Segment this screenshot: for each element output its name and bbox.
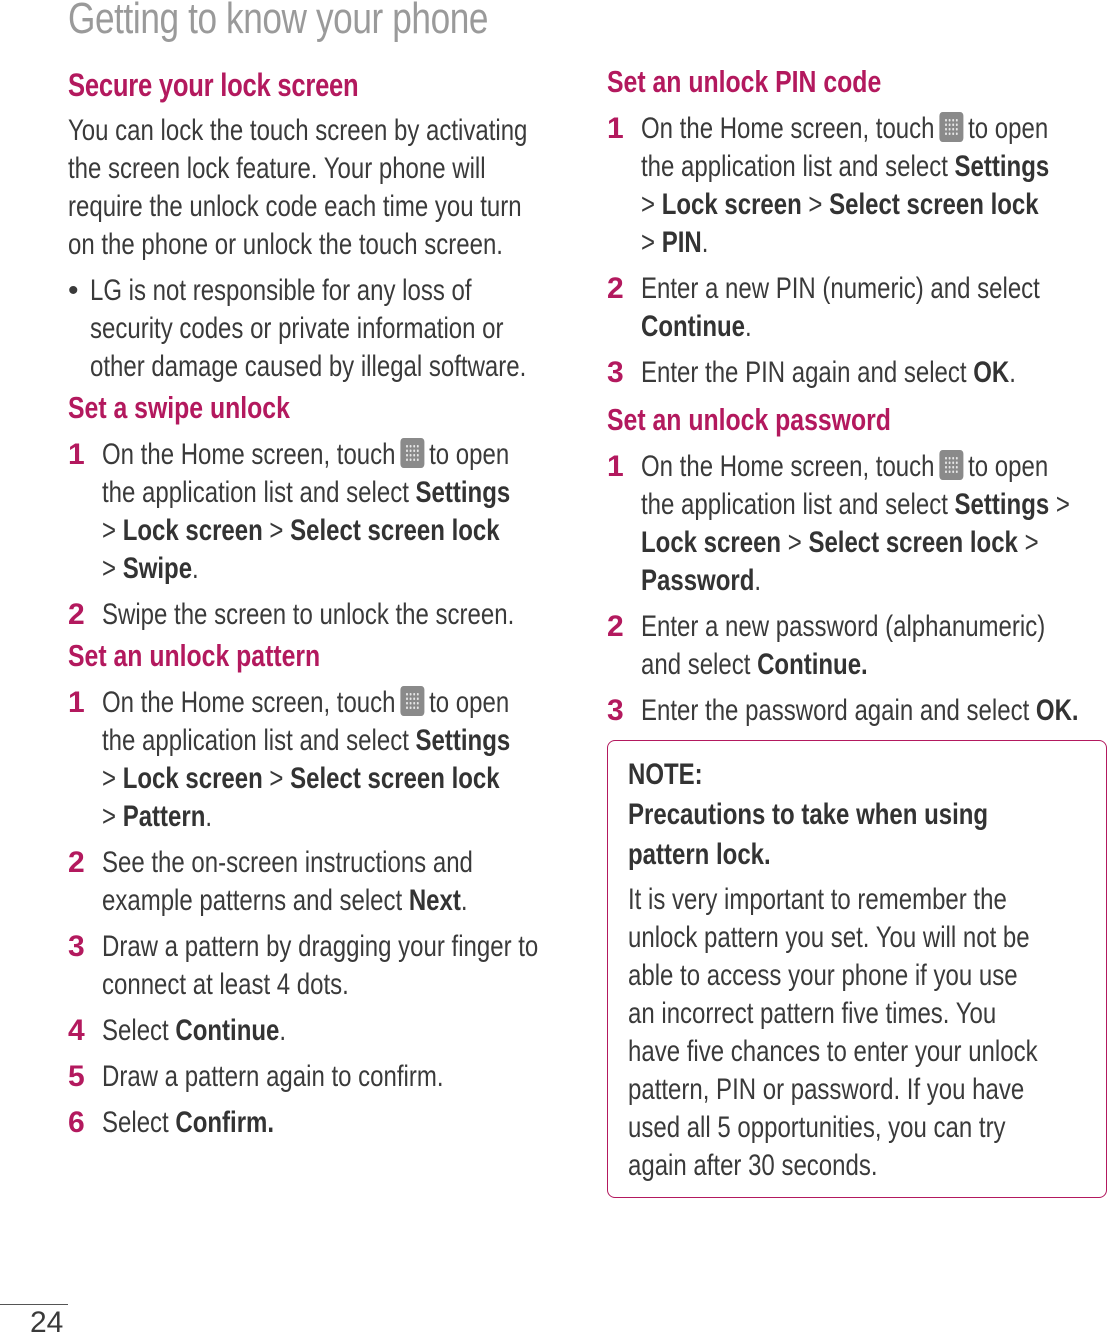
- footer-rule: [0, 1304, 68, 1305]
- right-column: [607, 60, 1107, 730]
- pattern-step-5: 5 Draw a pattern again to confirm.: [68, 1060, 444, 1093]
- secure-paragraph: You can lock the touch screen by activating the screen lock feature. Your phone will require the unlock code each time you turn on the phone or unlock the touch screen.: [68, 114, 528, 261]
- apps-grid-icon: [400, 686, 424, 716]
- pattern-step-3: 3 Draw a pattern by dragging your finger to connect at least 4 dots.: [68, 930, 539, 1001]
- apps-grid-icon: [939, 450, 963, 480]
- password-step-2: 2 Enter a new password (alphanumeric) and select Continue.: [607, 610, 1046, 681]
- pin-step-2: 2 Enter a new PIN (numeric) and select Continue.: [607, 272, 1040, 343]
- section-title-pin: Set an unlock PIN code: [607, 64, 882, 99]
- page-header: Getting to know your phone: [68, 0, 489, 43]
- apps-grid-icon: [400, 438, 424, 468]
- password-step-1: 1 On the Home screen, touch to open the application list and select Settings > Lock screen > Select screen lock > Password.: [607, 450, 1070, 597]
- pin-step-1: 1 On the Home screen, touch to open the application list and select Settings > Lock screen > Select screen lock > PIN.: [607, 112, 1050, 259]
- apps-grid-icon: [939, 112, 963, 142]
- pattern-step-1: 1 On the Home screen, touch to open the application list and select Settings > Lock screen > Select screen lock > Pattern.: [68, 686, 511, 833]
- page-number: 24: [30, 1306, 64, 1339]
- section-title-pattern: Set an unlock pattern: [68, 638, 321, 673]
- note-box: [607, 740, 1107, 1198]
- pattern-step-4: 4 Select Continue.: [68, 1014, 287, 1047]
- note-body: It is very important to remember the unlock pattern you set. You will not be able to access your phone if you use an incorrect pattern five times. You have five chances to enter your unlock pattern, PIN or password. If you have used all 5 opportunities, you can try again after 30 seconds.: [628, 883, 1038, 1182]
- swipe-step-1: 1 On the Home screen, touch to open the application list and select Settings > Lock screen > Select screen lock > Swipe.: [68, 438, 511, 585]
- bullet-mark: •: [68, 274, 79, 307]
- note-title: NOTE:: [628, 758, 703, 791]
- note-subtitle: Precautions to take when using pattern lock.: [628, 798, 989, 871]
- section-title-secure: Secure your lock screen: [68, 67, 359, 103]
- bullet-note: • LG is not responsible for any loss of security codes or private information or other damage caused by illegal software.: [68, 274, 527, 383]
- swipe-step-2: 2 Swipe the screen to unlock the screen.: [68, 598, 515, 631]
- pin-step-3: 3 Enter the PIN again and select OK.: [607, 356, 1016, 389]
- section-title-password: Set an unlock password: [607, 402, 891, 437]
- password-step-3: 3 Enter the password again and select OK.: [607, 694, 1079, 727]
- pattern-step-2: 2 See the on-screen instructions and example patterns and select Next.: [68, 846, 473, 917]
- section-title-swipe: Set a swipe unlock: [68, 390, 290, 425]
- left-column: [68, 62, 568, 1142]
- pattern-step-6: 6 Select Confirm.: [68, 1106, 275, 1139]
